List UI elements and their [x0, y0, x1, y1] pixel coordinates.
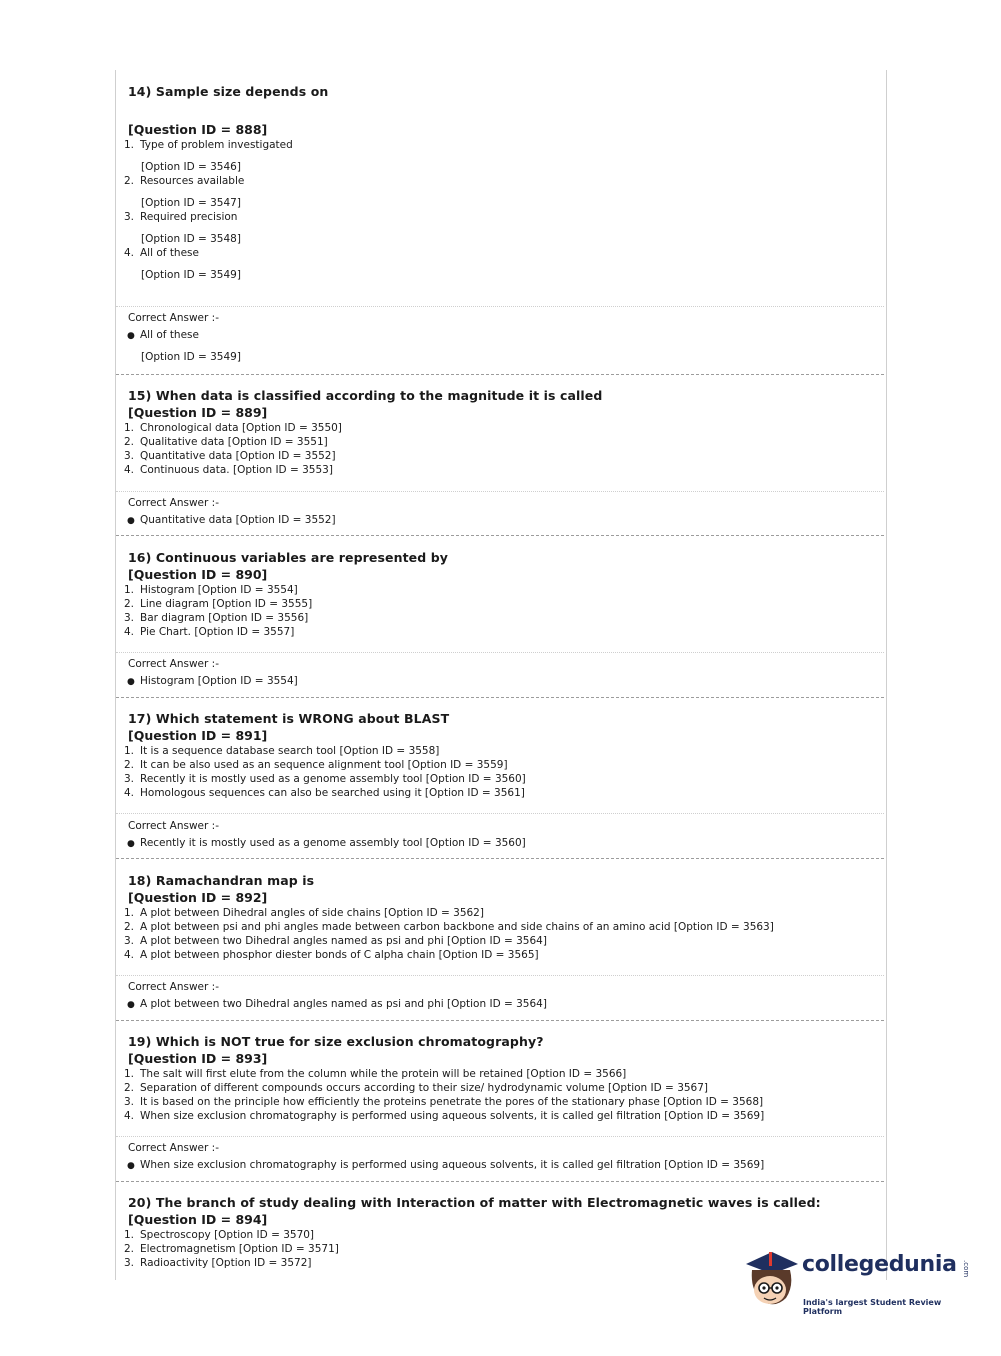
option: 3. It is based on the principle how efficiently the proteins penetrate the pores of the stationary phase [Option ID = 3568]: [124, 1096, 764, 1108]
question-title: 15) When data is classified according to the magnitude it is called: [128, 388, 603, 403]
collegedunia-logo: [742, 1246, 970, 1318]
question-separator: [116, 535, 884, 536]
question-title: 20) The branch of study dealing with Interaction of matter with Electromagnetic waves is called:: [128, 1195, 821, 1210]
option: 2. It can be also used as an sequence alignment tool [Option ID = 3559]: [124, 759, 508, 771]
bullet-icon: ●: [127, 1000, 135, 1010]
answer-block: [128, 820, 526, 849]
divider: [116, 652, 884, 653]
correct-answer: ● All of these: [127, 329, 199, 341]
divider: [116, 813, 884, 814]
answer-block: [128, 981, 547, 1010]
correct-answer: ● Histogram [Option ID = 3554]: [127, 675, 298, 687]
option: 4. All of these: [124, 247, 199, 259]
bullet-icon: ●: [127, 331, 135, 341]
option: 4. When size exclusion chromatography is performed using aqueous solvents, it is called gel filtration [Option ID = 3569]: [124, 1110, 765, 1122]
question-id: [Question ID = 889]: [128, 405, 268, 420]
option: 1. A plot between Dihedral angles of side chains [Option ID = 3562]: [124, 907, 484, 919]
correct-answer-label: Correct Answer :-: [128, 312, 219, 324]
question-id: [Question ID = 894]: [128, 1212, 268, 1227]
question-id: [Question ID = 892]: [128, 890, 268, 905]
question-block: [124, 550, 449, 638]
question-block: [124, 84, 868, 281]
correct-answer: ● A plot between two Dihedral angles named as psi and phi [Option ID = 3564]: [127, 998, 547, 1010]
option: 3. Radioactivity [Option ID = 3572]: [124, 1257, 312, 1269]
question-title: 16) Continuous variables are represented by: [128, 550, 449, 565]
divider: [116, 975, 884, 976]
question-id: [Question ID = 888]: [128, 122, 268, 137]
option: 3. Recently it is mostly used as a genome assembly tool [Option ID = 3560]: [124, 773, 526, 785]
option: 4. A plot between phosphor diester bonds of C alpha chain [Option ID = 3565]: [124, 949, 539, 961]
question-id: [Question ID = 890]: [128, 567, 268, 582]
question-block: [124, 1195, 821, 1269]
question-title: 19) Which is NOT true for size exclusion chromatography?: [128, 1034, 544, 1049]
answer-block: [128, 312, 241, 363]
question-block: [124, 711, 526, 799]
correct-answer: ● Quantitative data [Option ID = 3552]: [127, 514, 336, 526]
option: 1. Histogram [Option ID = 3554]: [124, 584, 298, 596]
option-id: [Option ID = 3549]: [141, 269, 241, 281]
divider: [116, 1136, 884, 1137]
question-separator: [116, 1020, 884, 1021]
logo-suffix: .com: [962, 1260, 970, 1278]
option: 2. Line diagram [Option ID = 3555]: [124, 598, 313, 610]
question-title: 17) Which statement is WRONG about BLAST: [128, 711, 450, 726]
question-block: [124, 873, 774, 961]
mascot-icon: [742, 1246, 802, 1316]
logo-wordmark: collegedunia: [802, 1252, 957, 1277]
option: 1. The salt will first elute from the column while the protein will be retained [Option ID = 3566]: [124, 1068, 627, 1080]
divider: [116, 491, 884, 492]
answer-block: [128, 497, 336, 526]
option: 2. Separation of different compounds occurs according to their size/ hydrodynamic volume [Option ID = 3567]: [124, 1082, 709, 1094]
correct-answer: ● Recently it is mostly used as a genome assembly tool [Option ID = 3560]: [127, 837, 526, 849]
bullet-icon: ●: [127, 516, 135, 526]
correct-answer-label: Correct Answer :-: [128, 1142, 219, 1154]
question-title: 14) Sample size depends on: [128, 84, 329, 99]
correct-answer-label: Correct Answer :-: [128, 658, 219, 670]
answer-block: [128, 658, 298, 687]
option-id: [Option ID = 3546]: [141, 161, 241, 173]
question-id: [Question ID = 891]: [128, 728, 268, 743]
option: 2. A plot between psi and phi angles made between carbon backbone and side chains of an amino acid [Option ID = 3563]: [124, 921, 774, 933]
question-block: [124, 388, 603, 476]
option: 4. Pie Chart. [Option ID = 3557]: [124, 626, 295, 638]
option: 3. Required precision: [124, 211, 238, 223]
question-separator: [116, 858, 884, 859]
question-separator: [116, 374, 884, 375]
option-id: [Option ID = 3549]: [141, 351, 241, 363]
correct-answer-label: Correct Answer :-: [128, 820, 219, 832]
logo-tagline: India's largest Student Review Platform: [803, 1298, 942, 1316]
option: 4. Homologous sequences can also be searched using it [Option ID = 3561]: [124, 787, 525, 799]
option: 1. Chronological data [Option ID = 3550]: [124, 422, 342, 434]
question-separator: [116, 1181, 884, 1182]
option: 3. A plot between two Dihedral angles named as psi and phi [Option ID = 3564]: [124, 935, 547, 947]
correct-answer: ● When size exclusion chromatography is performed using aqueous solvents, it is called gel filtration [Option ID = 3569]: [127, 1159, 765, 1171]
correct-answer-label: Correct Answer :-: [128, 981, 219, 993]
answer-block: [128, 1142, 764, 1171]
option: 3. Quantitative data [Option ID = 3552]: [124, 450, 336, 462]
option: 4. Continuous data. [Option ID = 3553]: [124, 464, 333, 476]
question-block: [124, 1034, 765, 1122]
option: 1. Type of problem investigated: [124, 139, 293, 151]
option-id: [Option ID = 3548]: [141, 233, 241, 245]
option-id: [Option ID = 3547]: [141, 197, 241, 209]
bullet-icon: ●: [127, 839, 135, 849]
option: 2. Resources available: [124, 175, 245, 187]
question-title: 18) Ramachandran map is: [128, 873, 315, 888]
question-separator: [116, 697, 884, 698]
option: 2. Electromagnetism [Option ID = 3571]: [124, 1243, 339, 1255]
divider: [116, 306, 884, 307]
bullet-icon: ●: [127, 677, 135, 687]
bullet-icon: ●: [127, 1161, 135, 1171]
option: 1. Spectroscopy [Option ID = 3570]: [124, 1229, 315, 1241]
option: 1. It is a sequence database search tool [Option ID = 3558]: [124, 745, 440, 757]
option: 3. Bar diagram [Option ID = 3556]: [124, 612, 309, 624]
option: 2. Qualitative data [Option ID = 3551]: [124, 436, 328, 448]
question-id: [Question ID = 893]: [128, 1051, 268, 1066]
correct-answer-label: Correct Answer :-: [128, 497, 219, 509]
